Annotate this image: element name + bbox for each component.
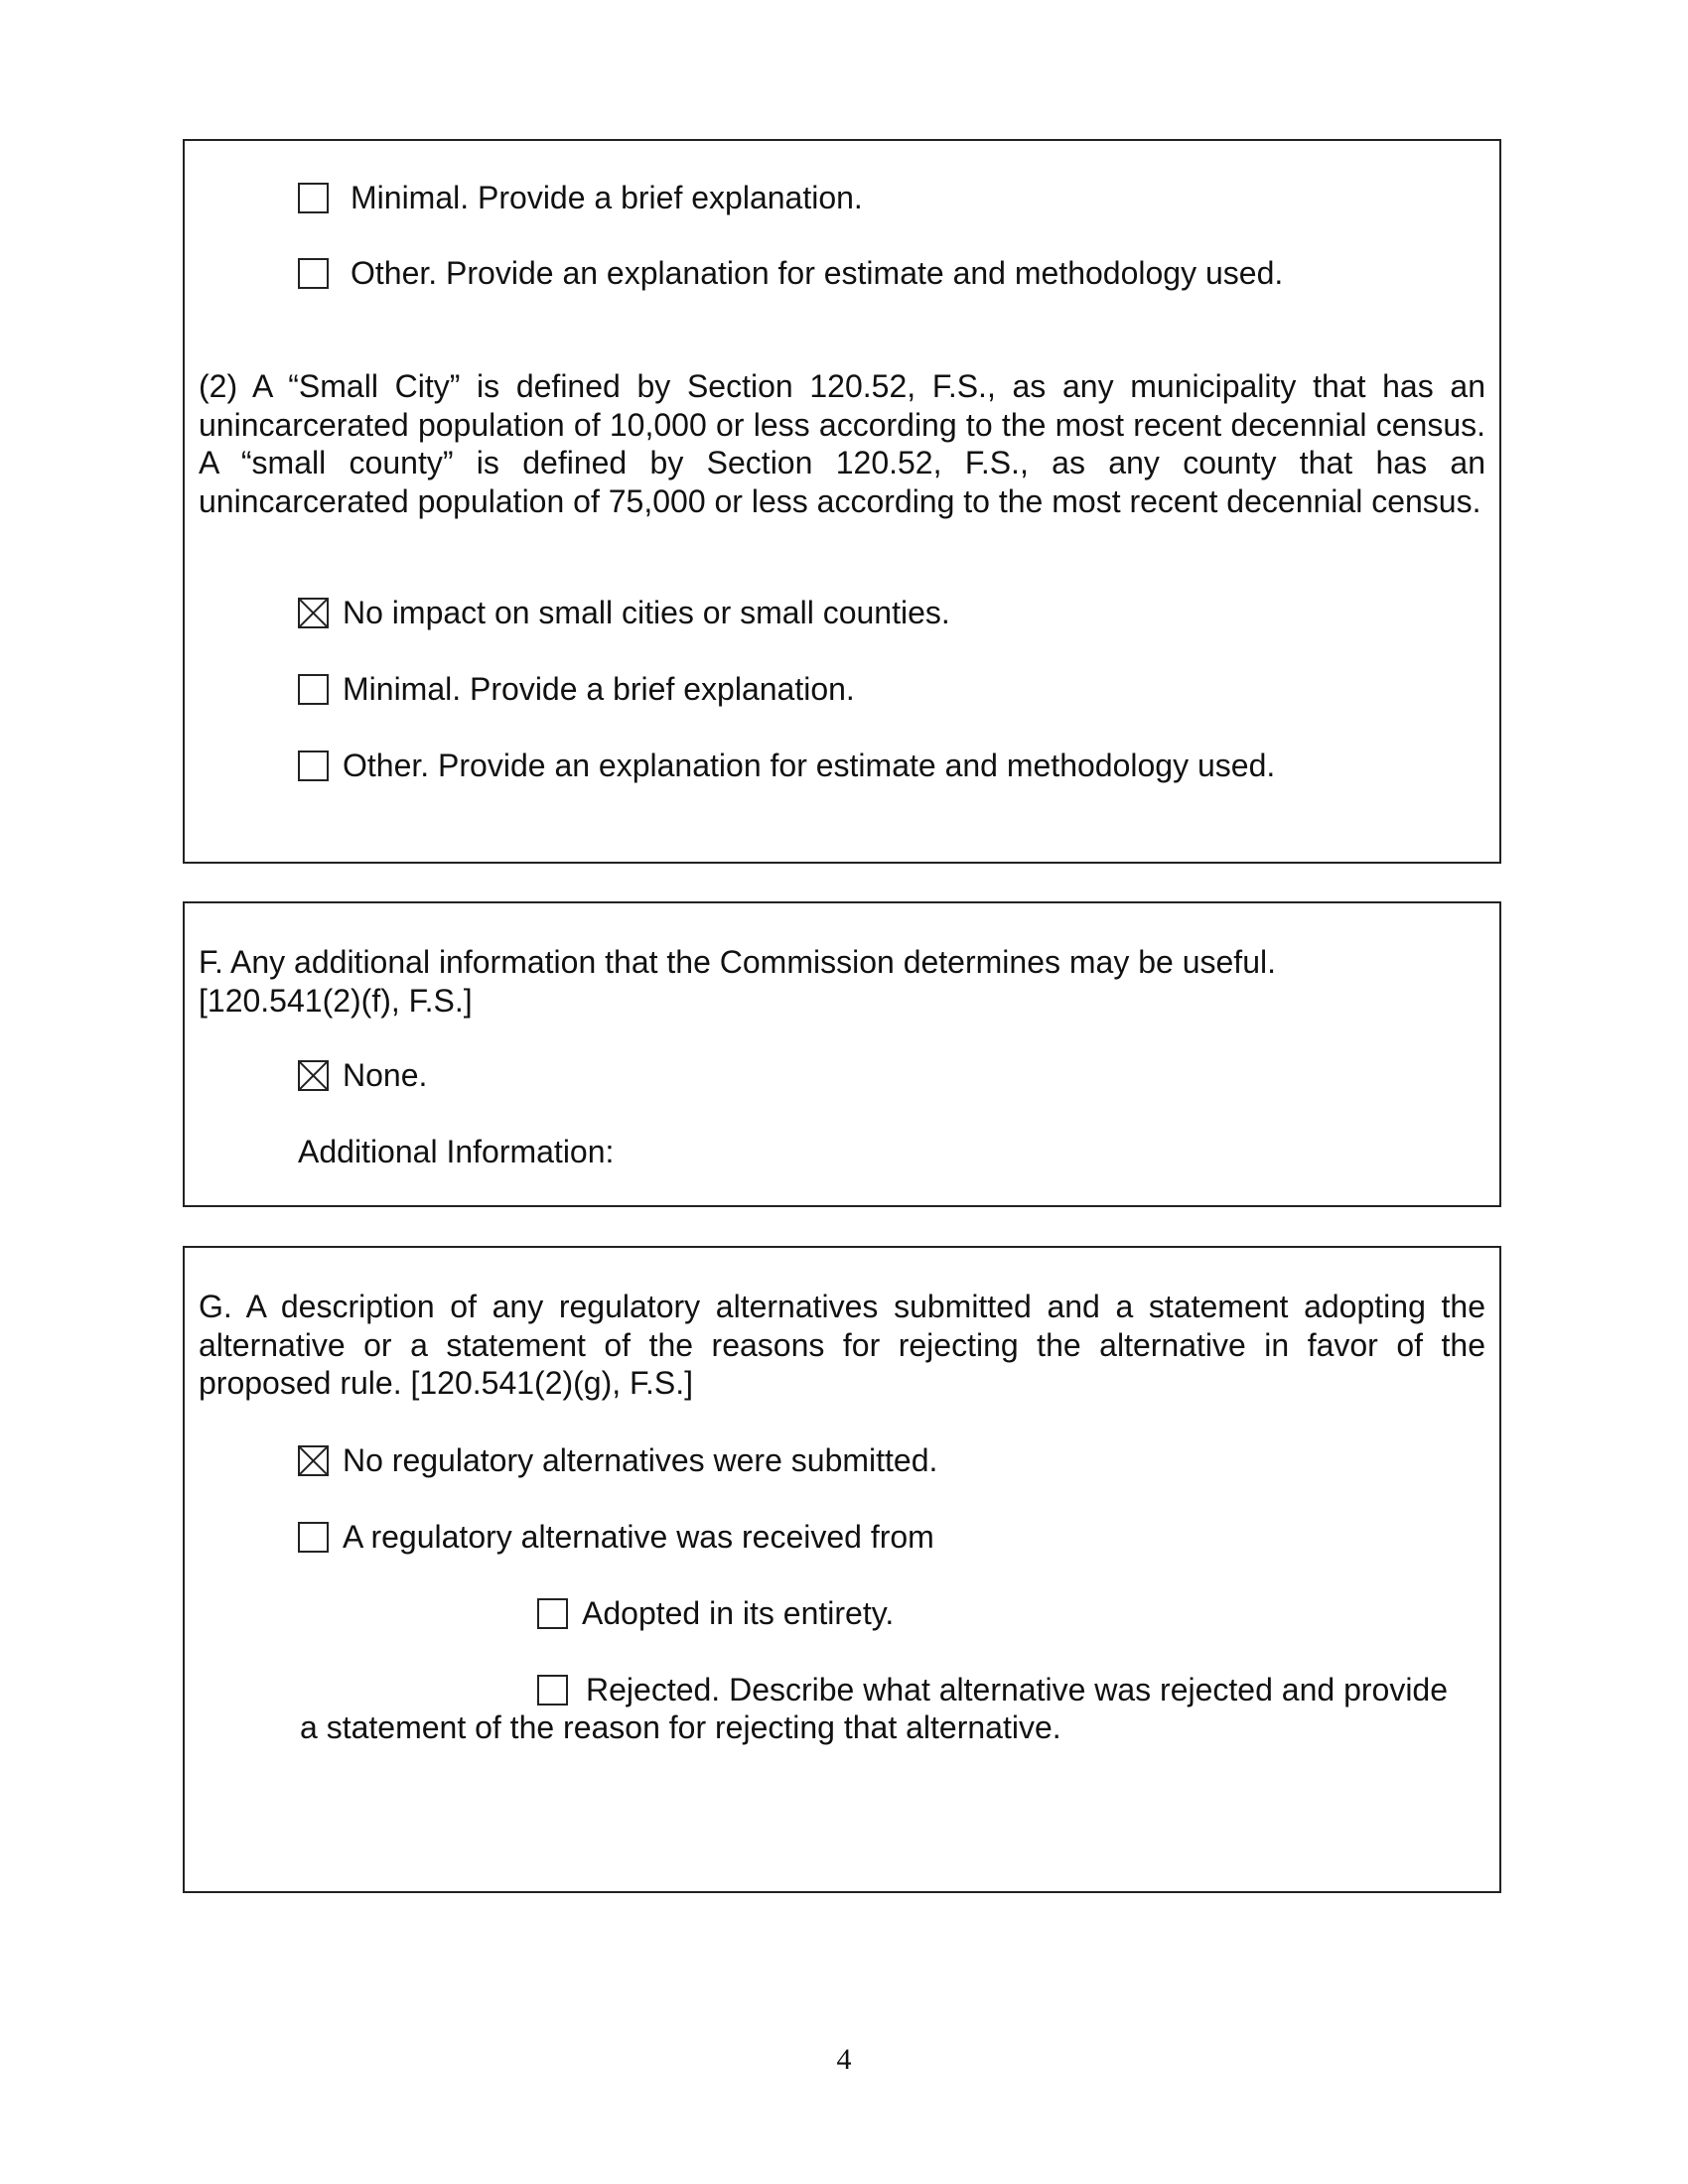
sub-option-adopted-row[interactable] [537, 1594, 894, 1632]
option-minimal-label: Minimal. Provide a brief explanation. [351, 180, 863, 215]
small-city-option-no-impact[interactable] [298, 594, 950, 631]
checkbox-no-impact[interactable] [298, 598, 329, 628]
x-mark-icon [300, 1447, 327, 1474]
section-e-box [183, 139, 1501, 864]
checkbox-none[interactable] [298, 1060, 329, 1091]
page-number: 4 [836, 2043, 852, 2076]
alternative-received-label: A regulatory alternative was received from [343, 1519, 934, 1555]
option-minimal-row[interactable] [298, 179, 863, 216]
section-f-heading [199, 943, 1485, 1020]
option-other-row[interactable] [298, 254, 1283, 292]
checkbox-other[interactable] [298, 258, 329, 289]
section-g-box [183, 1246, 1501, 1893]
sub-option-rejected-row[interactable] [537, 1671, 1448, 1708]
option-none-label: None. [343, 1057, 428, 1093]
checkbox-no-alternatives[interactable] [298, 1445, 329, 1476]
rejected-label: Rejected. Describe what alternative was rejected and provide [586, 1672, 1449, 1707]
checkbox-adopted[interactable] [537, 1598, 568, 1629]
additional-information-label: Additional Information: [298, 1134, 615, 1169]
section-f-box [183, 901, 1501, 1207]
small-city-other-label: Other. Provide an explanation for estimate and methodology used. [343, 748, 1276, 783]
adopted-label: Adopted in its entirety. [582, 1595, 895, 1631]
x-mark-icon [300, 600, 327, 626]
checkbox-small-city-other[interactable] [298, 751, 329, 781]
checkbox-alternative-received[interactable] [298, 1522, 329, 1553]
small-city-option-other[interactable] [298, 747, 1275, 784]
small-city-paragraph: (2) A “Small City” is defined by Section 120.52, F.S., as any municipality that has an unincarcerated population of 10,000 or less according to the most recent decennial census. A “small county” is defined by Section 120.52, F.S., as any county that has an unincarcerated population of 75,000 or less according to the most recent decennial census. [199, 368, 1485, 519]
rejected-continuation-text: a statement of the reason for rejecting that alternative. [300, 1709, 1061, 1745]
small-city-option-minimal[interactable] [298, 670, 855, 708]
option-no-alternatives-row[interactable] [298, 1441, 937, 1479]
section-f-heading-line1: F. Any additional information that the Commission determines may be useful. [199, 944, 1276, 980]
checkbox-small-city-minimal[interactable] [298, 674, 329, 705]
option-none-row[interactable] [298, 1056, 427, 1094]
checkbox-minimal[interactable] [298, 183, 329, 213]
option-other-label: Other. Provide an explanation for estimate and methodology used. [351, 255, 1284, 291]
section-f-heading-line2: [120.541(2)(f), F.S.] [199, 982, 473, 1019]
section-g-heading: G. A description of any regulatory alternatives submitted and a statement adopting the alternative or a statement of the reasons for rejecting the alternative in favor of the proposed rule. [120.541(2)(g), F.S.] [199, 1289, 1485, 1401]
x-mark-icon [300, 1062, 327, 1089]
small-city-minimal-label: Minimal. Provide a brief explanation. [343, 671, 855, 707]
no-impact-label: No impact on small cities or small counties. [343, 595, 950, 630]
no-alternatives-label: No regulatory alternatives were submitted. [343, 1442, 938, 1478]
checkbox-rejected[interactable] [537, 1675, 568, 1706]
option-alternative-received-row[interactable] [298, 1518, 934, 1556]
